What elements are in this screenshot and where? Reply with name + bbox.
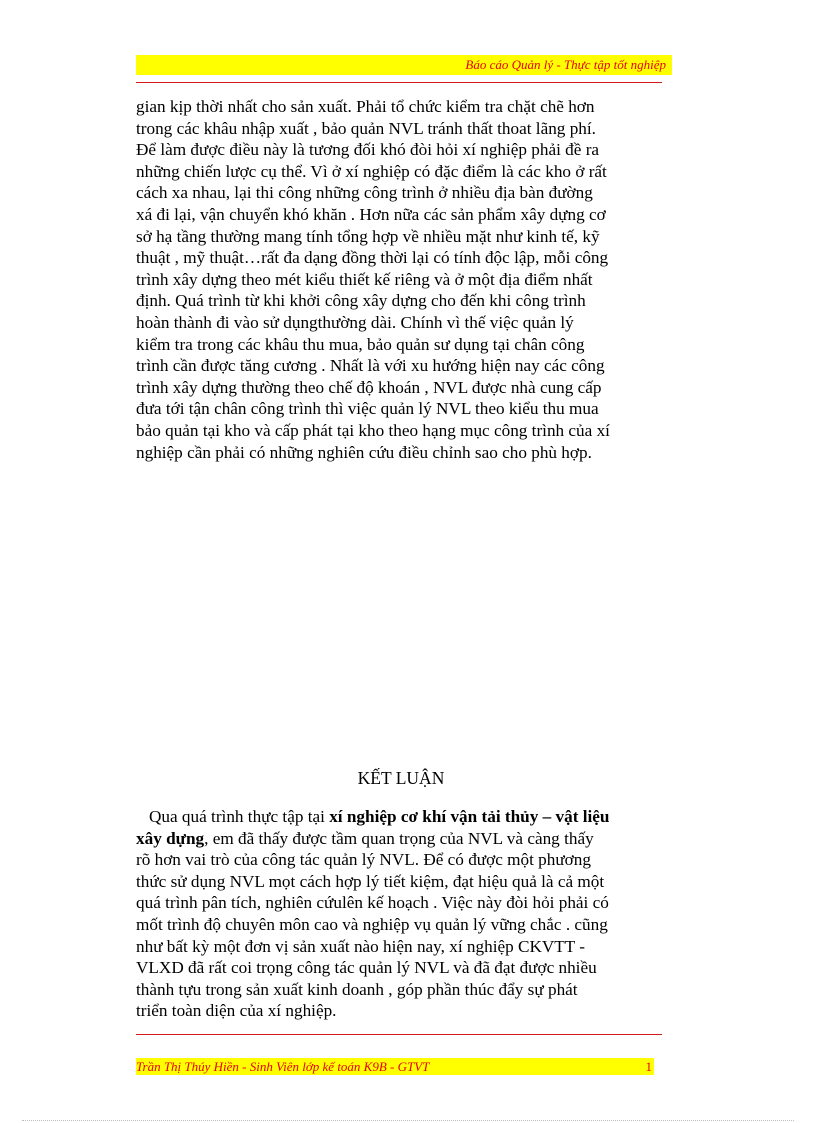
body-line: kiểm tra trong các khâu thu mua, bảo quản sư dụng tại chân công bbox=[136, 334, 585, 354]
body-line: trình cần được tăng cương . Nhất là với xu hướng hiện nay các công bbox=[136, 356, 605, 376]
body-line: đưa tới tận chân công trình thì việc quản lý NVL theo kiểu thu mua bbox=[136, 399, 599, 419]
body-line: gian kịp thời nhất cho sản xuất. Phải tổ chức kiểm tra chặt chẽ hơn bbox=[136, 97, 595, 116]
company-name-part1: xí nghiệp cơ khí vận tải thủy – vật liệu bbox=[329, 807, 610, 826]
conclusion-line: thức sử dụng NVL mọt cách hợp lý tiết kiệm, đạt hiệu quả là cả một bbox=[136, 871, 605, 891]
page-bottom-edge bbox=[22, 1120, 794, 1121]
company-name-part2: xây dựng bbox=[136, 828, 205, 848]
body-paragraph bbox=[136, 96, 666, 463]
conclusion-line: mốt trình độ chuyên môn cao và nghiệp vụ quản lý vững chắc . cũng bbox=[136, 914, 608, 934]
conclusion-line: quá trình pân tích, nghiên cứulên kế hoạch . Việc này đòi hỏi phải có bbox=[136, 893, 609, 913]
body-line: xá đi lại, vận chuyển khó khăn . Hơn nữa các sản phẩm xây dựng cơ bbox=[136, 204, 606, 224]
header-title: Báo cáo Quản lý - Thực tập tốt nghiệp bbox=[465, 57, 666, 72]
conclusion-second-rest: , em đã thấy được tầm quan trọng của NVL và càng thấy bbox=[204, 828, 594, 848]
conclusion-line: rõ hơn vai trò của công tác quản lý NVL. Để có được một phương bbox=[136, 850, 591, 870]
footer-author: Trần Thị Thúy Hiền - Sinh Viên lớp kế toán K9B - GTVT bbox=[136, 1059, 430, 1074]
conclusion-heading: KẾT LUẬN bbox=[357, 768, 445, 788]
conclusion-line: như bất kỳ một đơn vị sản xuất nào hiện nay, xí nghiệp CKVTT - bbox=[136, 936, 585, 956]
body-line: nghiệp cần phải có những nghiên cứu điều chỉnh sao cho phù hợp. bbox=[136, 442, 592, 462]
body-line: cách xa nhau, lại thi công những công trình ở nhiều địa bàn đường bbox=[136, 183, 593, 203]
body-line: sở hạ tầng thường mang tính tổng hợp về nhiều mặt như kinh tế, kỹ bbox=[136, 226, 600, 246]
body-line: trong các khâu nhập xuất , bảo quản NVL tránh thất thoat lãng phí. bbox=[136, 118, 596, 138]
body-line: định. Quá trình từ khi khởi công xây dựng cho đến khi công trình bbox=[136, 291, 586, 311]
conclusion-line: thành tựu trong sản xuất kinh doanh , góp phần thúc đẩy sự phát bbox=[136, 979, 578, 999]
page-number: 1 bbox=[645, 1059, 652, 1074]
conclusion-line: VLXD đã rất coi trọng công tác quản lý NVL và đã đạt được nhiều bbox=[136, 958, 597, 978]
body-line: thuật , mỹ thuật…rất đa dạng đồng thời lại có tính độc lập, mỗi công bbox=[136, 248, 609, 268]
conclusion-line: triển toàn diện của xí nghiệp. bbox=[136, 1001, 337, 1021]
body-line: hoàn thành đi vào sử dụngthường dài. Chính vì thế việc quản lý bbox=[136, 312, 574, 332]
body-line: trình xây dựng thường theo chế độ khoán , NVL được nhà cung cấp bbox=[136, 377, 602, 397]
body-line: bảo quản tại kho và cấp phát tại kho theo hạng mục công trình của xí bbox=[136, 420, 610, 440]
body-line: Để làm được điều này là tương đối khó đòi hỏi xí nghiệp phải đề ra bbox=[136, 140, 600, 160]
conclusion-first-line bbox=[136, 806, 666, 828]
footer-rule bbox=[136, 1034, 662, 1035]
body-line: trình xây dựng theo mét kiểu thiết kế riêng và ở một địa điểm nhất bbox=[136, 269, 593, 289]
header-rule bbox=[136, 82, 662, 83]
conclusion-prefix: Qua quá trình thực tập tại bbox=[149, 807, 330, 826]
body-line: những chiến lược cụ thể. Vì ở xí nghiệp có đặc điểm là các kho ở rất bbox=[136, 161, 607, 181]
conclusion-second-line bbox=[136, 828, 666, 850]
page-footer bbox=[136, 1058, 654, 1075]
page-header bbox=[136, 55, 672, 75]
conclusion-paragraph bbox=[136, 806, 666, 1022]
